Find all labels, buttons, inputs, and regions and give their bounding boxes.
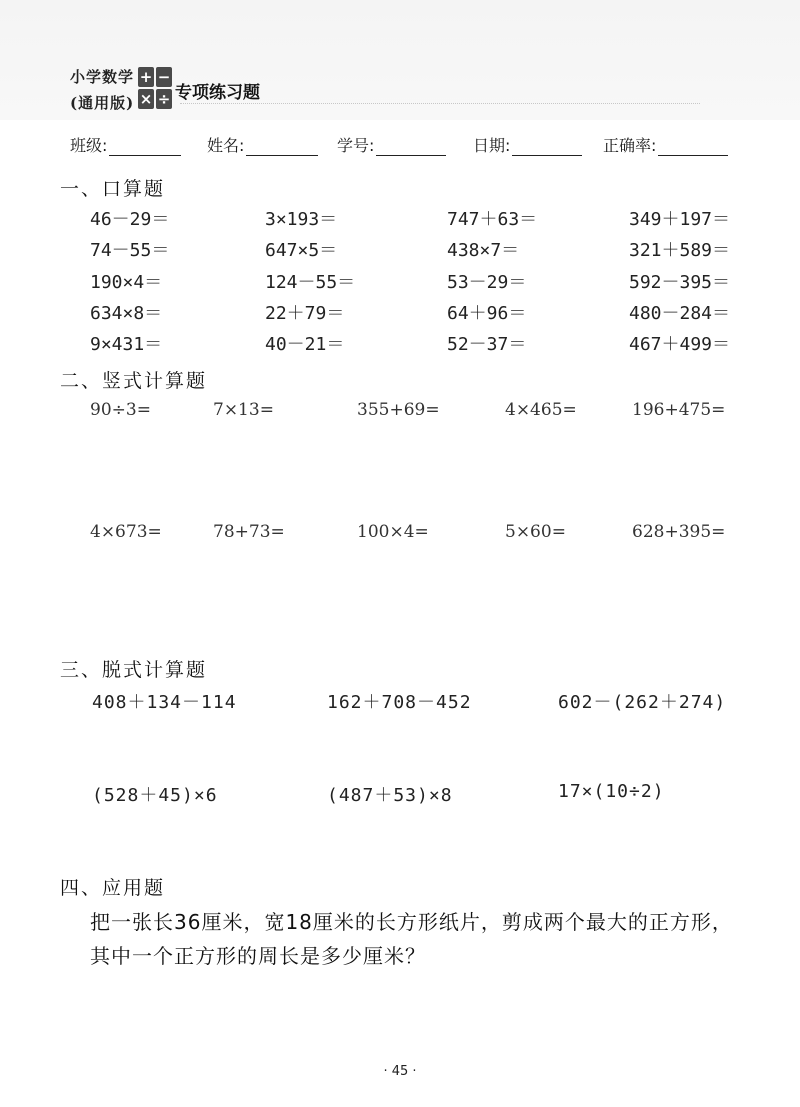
header-divider bbox=[180, 103, 700, 104]
mental-problem: 124－55＝ bbox=[265, 272, 356, 293]
page-title: 专项练习题 bbox=[175, 83, 260, 103]
divide-icon: ÷ bbox=[157, 90, 171, 108]
mental-problem: 46－29＝ bbox=[90, 209, 170, 230]
mental-problem: 53－29＝ bbox=[447, 272, 527, 293]
series-name: 小学数学 bbox=[70, 68, 135, 86]
mental-problem: 40－21＝ bbox=[265, 334, 345, 355]
mental-problem: 9×431＝ bbox=[90, 334, 163, 355]
name-blank[interactable] bbox=[246, 139, 318, 156]
vertical-problem: 4×465= bbox=[505, 400, 577, 420]
mental-problem: 592－395＝ bbox=[629, 272, 731, 293]
vertical-problem: 90÷3= bbox=[90, 400, 151, 420]
stepwise-problem: (528＋45)×6 bbox=[92, 785, 218, 806]
accuracy-field[interactable] bbox=[603, 133, 728, 156]
date-blank[interactable] bbox=[512, 139, 582, 156]
mental-problem: 467＋499＝ bbox=[629, 334, 731, 355]
times-icon: × bbox=[139, 90, 153, 108]
section-title-stepwise: 三、脱式计算题 bbox=[60, 659, 208, 681]
mental-problem: 74－55＝ bbox=[90, 240, 170, 261]
class-field[interactable] bbox=[70, 133, 181, 156]
mental-problem: 3×193＝ bbox=[265, 209, 338, 230]
stepwise-problem: (487＋53)×8 bbox=[327, 785, 453, 806]
vertical-problem: 355+69= bbox=[357, 400, 440, 420]
accuracy-label: 正确率: bbox=[603, 136, 657, 155]
vertical-problem: 7×13= bbox=[213, 400, 274, 420]
stepwise-problem: 602－(262＋274) bbox=[558, 692, 727, 713]
mental-problem: 190×4＝ bbox=[90, 272, 163, 293]
stepwise-problem: 408＋134－114 bbox=[92, 692, 237, 713]
word-problem-line: 其中一个正方形的周长是多少厘米？ bbox=[90, 944, 426, 968]
student-number-field[interactable] bbox=[337, 133, 446, 156]
section-title-word: 四、应用题 bbox=[60, 877, 166, 899]
mental-problem: 52－37＝ bbox=[447, 334, 527, 355]
vertical-problem: 100×4= bbox=[357, 522, 429, 542]
mental-problem: 321＋589＝ bbox=[629, 240, 731, 261]
stepwise-problem: 162＋708－452 bbox=[327, 692, 472, 713]
accuracy-blank[interactable] bbox=[658, 139, 728, 156]
section-title-mental: 一、口算题 bbox=[60, 178, 166, 200]
mental-problem: 480－284＝ bbox=[629, 303, 731, 324]
vertical-problem: 78+73= bbox=[213, 522, 285, 542]
vertical-problem: 4×673= bbox=[90, 522, 162, 542]
mental-problem: 64＋96＝ bbox=[447, 303, 527, 324]
student-number-label: 学号: bbox=[337, 136, 375, 155]
minus-icon: − bbox=[157, 68, 171, 86]
mental-problem: 349＋197＝ bbox=[629, 209, 731, 230]
mental-problem: 634×8＝ bbox=[90, 303, 163, 324]
vertical-problem: 196+475= bbox=[632, 400, 726, 420]
plus-icon: + bbox=[139, 68, 153, 86]
mental-problem: 747＋63＝ bbox=[447, 209, 538, 230]
student-number-blank[interactable] bbox=[376, 139, 446, 156]
page-number: · 45 · bbox=[383, 1064, 417, 1079]
section-title-vertical: 二、竖式计算题 bbox=[60, 370, 208, 392]
word-problem-line: 把一张长36厘米，宽18厘米的长方形纸片，剪成两个最大的正方形， bbox=[90, 910, 733, 934]
vertical-problem: 628+395= bbox=[632, 522, 726, 542]
series-edition: (通用版) bbox=[70, 94, 135, 112]
class-label: 班级: bbox=[70, 136, 108, 155]
name-label: 姓名: bbox=[207, 136, 245, 155]
mental-problem: 22＋79＝ bbox=[265, 303, 345, 324]
date-label: 日期: bbox=[473, 136, 511, 155]
mental-problem: 438×7＝ bbox=[447, 240, 520, 261]
date-field[interactable] bbox=[473, 133, 582, 156]
name-field[interactable] bbox=[207, 133, 318, 156]
stepwise-problem: 17×(10÷2) bbox=[558, 781, 665, 802]
math-operators-logo bbox=[138, 67, 172, 111]
vertical-problem: 5×60= bbox=[505, 522, 566, 542]
student-info-row bbox=[70, 133, 750, 157]
class-blank[interactable] bbox=[109, 139, 181, 156]
mental-problem: 647×5＝ bbox=[265, 240, 338, 261]
